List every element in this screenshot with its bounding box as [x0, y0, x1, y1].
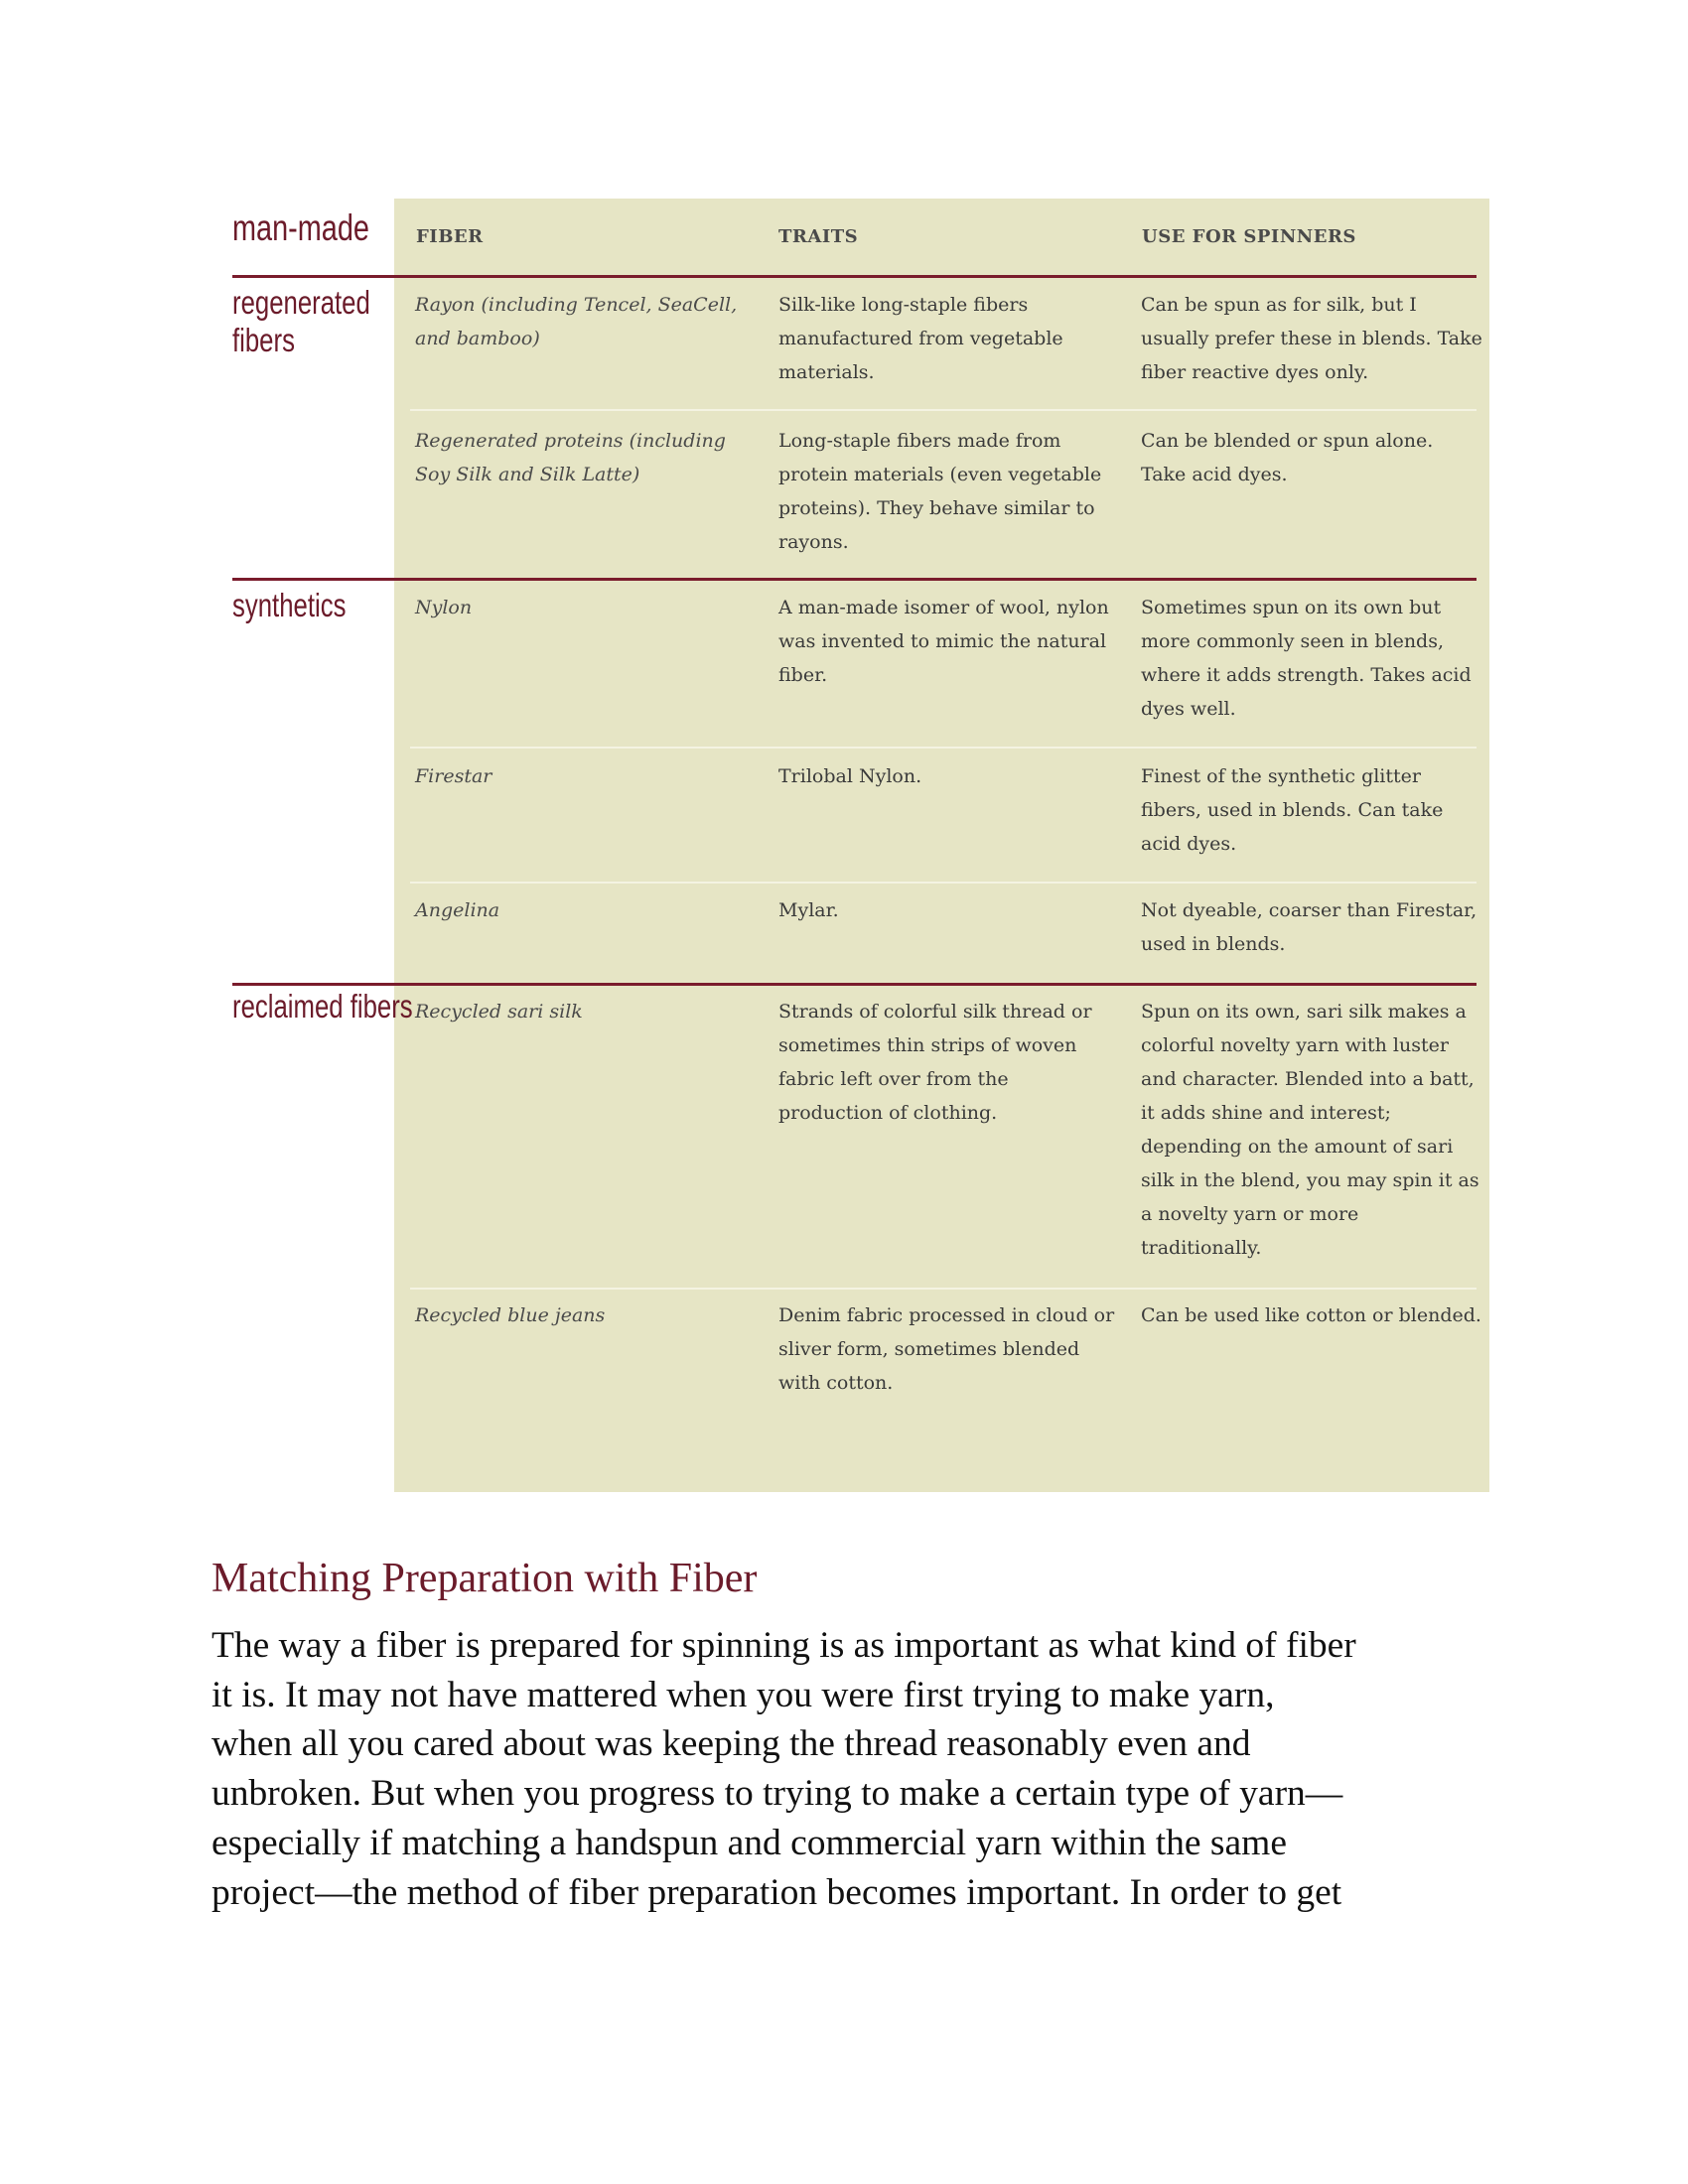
section-heading: Matching Preparation with Fiber: [211, 1556, 758, 1601]
table-cell-fiber: Nylon: [415, 597, 473, 618]
section-label-reclaimed-fibers: reclaimed fibers: [232, 988, 413, 1024]
table-cell-use: Spun on its own, sari silk makes a colorful novelty yarn with luster and character. Blended into a batt, it adds shine and interest; depending on the amount of sari silk in the blend, you may spin it as a novelty yarn or more traditionally.: [1141, 1001, 1479, 1259]
table-title: man-made: [232, 207, 369, 248]
body-paragraph: [211, 1621, 1492, 1917]
table-cell-use: Can be used like cotton or blended.: [1141, 1304, 1481, 1326]
paragraph-line: project—the method of fiber preparation becomes important. In order to get: [211, 1871, 1342, 1913]
table-cell-traits: Mylar.: [778, 899, 839, 921]
table-cell-use: Sometimes spun on its own but more commonly seen in blends, where it adds strength. Takes acid dyes well.: [1141, 597, 1472, 720]
column-header-use: USE FOR SPINNERS: [1142, 226, 1356, 247]
section-divider: [232, 275, 1477, 278]
table-cell-traits: Strands of colorful silk thread or sometimes thin strips of woven fabric left over from the production of clothing.: [778, 1001, 1092, 1124]
section-label-line: regenerated: [232, 284, 370, 321]
table-cell-use: Can be spun as for silk, but I usually prefer these in blends. Take fiber reactive dyes only.: [1141, 294, 1482, 383]
table-cell-fiber: Rayon (including Tencel, SeaCell, and bamboo): [415, 294, 738, 349]
section-label-regenerated-fibers: [232, 284, 370, 359]
table-cell-traits: Silk-like long-staple fibers manufactured from vegetable materials.: [778, 294, 1063, 383]
table-cell-traits: Long-staple fibers made from protein materials (even vegetable proteins). They behave similar to rayons.: [778, 430, 1102, 553]
row-divider: [410, 1288, 1477, 1290]
paragraph-line: it is. It may not have mattered when you were first trying to make yarn,: [211, 1674, 1275, 1715]
table-cell-fiber: Firestar: [415, 765, 492, 787]
column-header-traits: TRAITS: [778, 226, 859, 247]
section-label-line: fibers: [232, 322, 295, 358]
row-divider: [410, 747, 1477, 749]
column-header-fiber: FIBER: [416, 226, 484, 247]
table-cell-use: Can be blended or spun alone. Take acid dyes.: [1141, 430, 1434, 485]
paragraph-line: unbroken. But when you progress to trying to make a certain type of yarn—: [211, 1773, 1343, 1815]
table-cell-use: Finest of the synthetic glitter fibers, used in blends. Can take acid dyes.: [1141, 765, 1444, 855]
table-cell-use: Not dyeable, coarser than Firestar, used in blends.: [1141, 899, 1477, 955]
paragraph-line: when all you cared about was keeping the thread reasonably even and: [211, 1723, 1251, 1765]
table-cell-traits: Denim fabric processed in cloud or sliver form, sometimes blended with cotton.: [778, 1304, 1115, 1394]
section-label-synthetics: synthetics: [232, 587, 347, 623]
paragraph-line: The way a fiber is prepared for spinning is as important as what kind of fiber: [211, 1625, 1356, 1666]
table-cell-traits: Trilobal Nylon.: [778, 765, 922, 787]
paragraph-line: especially if matching a handspun and commercial yarn within the same: [211, 1822, 1287, 1863]
table-cell-fiber: Recycled sari silk: [415, 1001, 583, 1023]
row-divider: [410, 409, 1477, 411]
table-cell-fiber: Regenerated proteins (including Soy Silk and Silk Latte): [415, 430, 726, 485]
table-cell-traits: A man-made isomer of wool, nylon was invented to mimic the natural fiber.: [778, 597, 1109, 686]
table-cell-fiber: Angelina: [415, 899, 500, 921]
table-cell-fiber: Recycled blue jeans: [415, 1304, 606, 1326]
row-divider: [410, 882, 1477, 884]
section-divider: [232, 578, 1477, 581]
section-divider: [232, 983, 1477, 986]
